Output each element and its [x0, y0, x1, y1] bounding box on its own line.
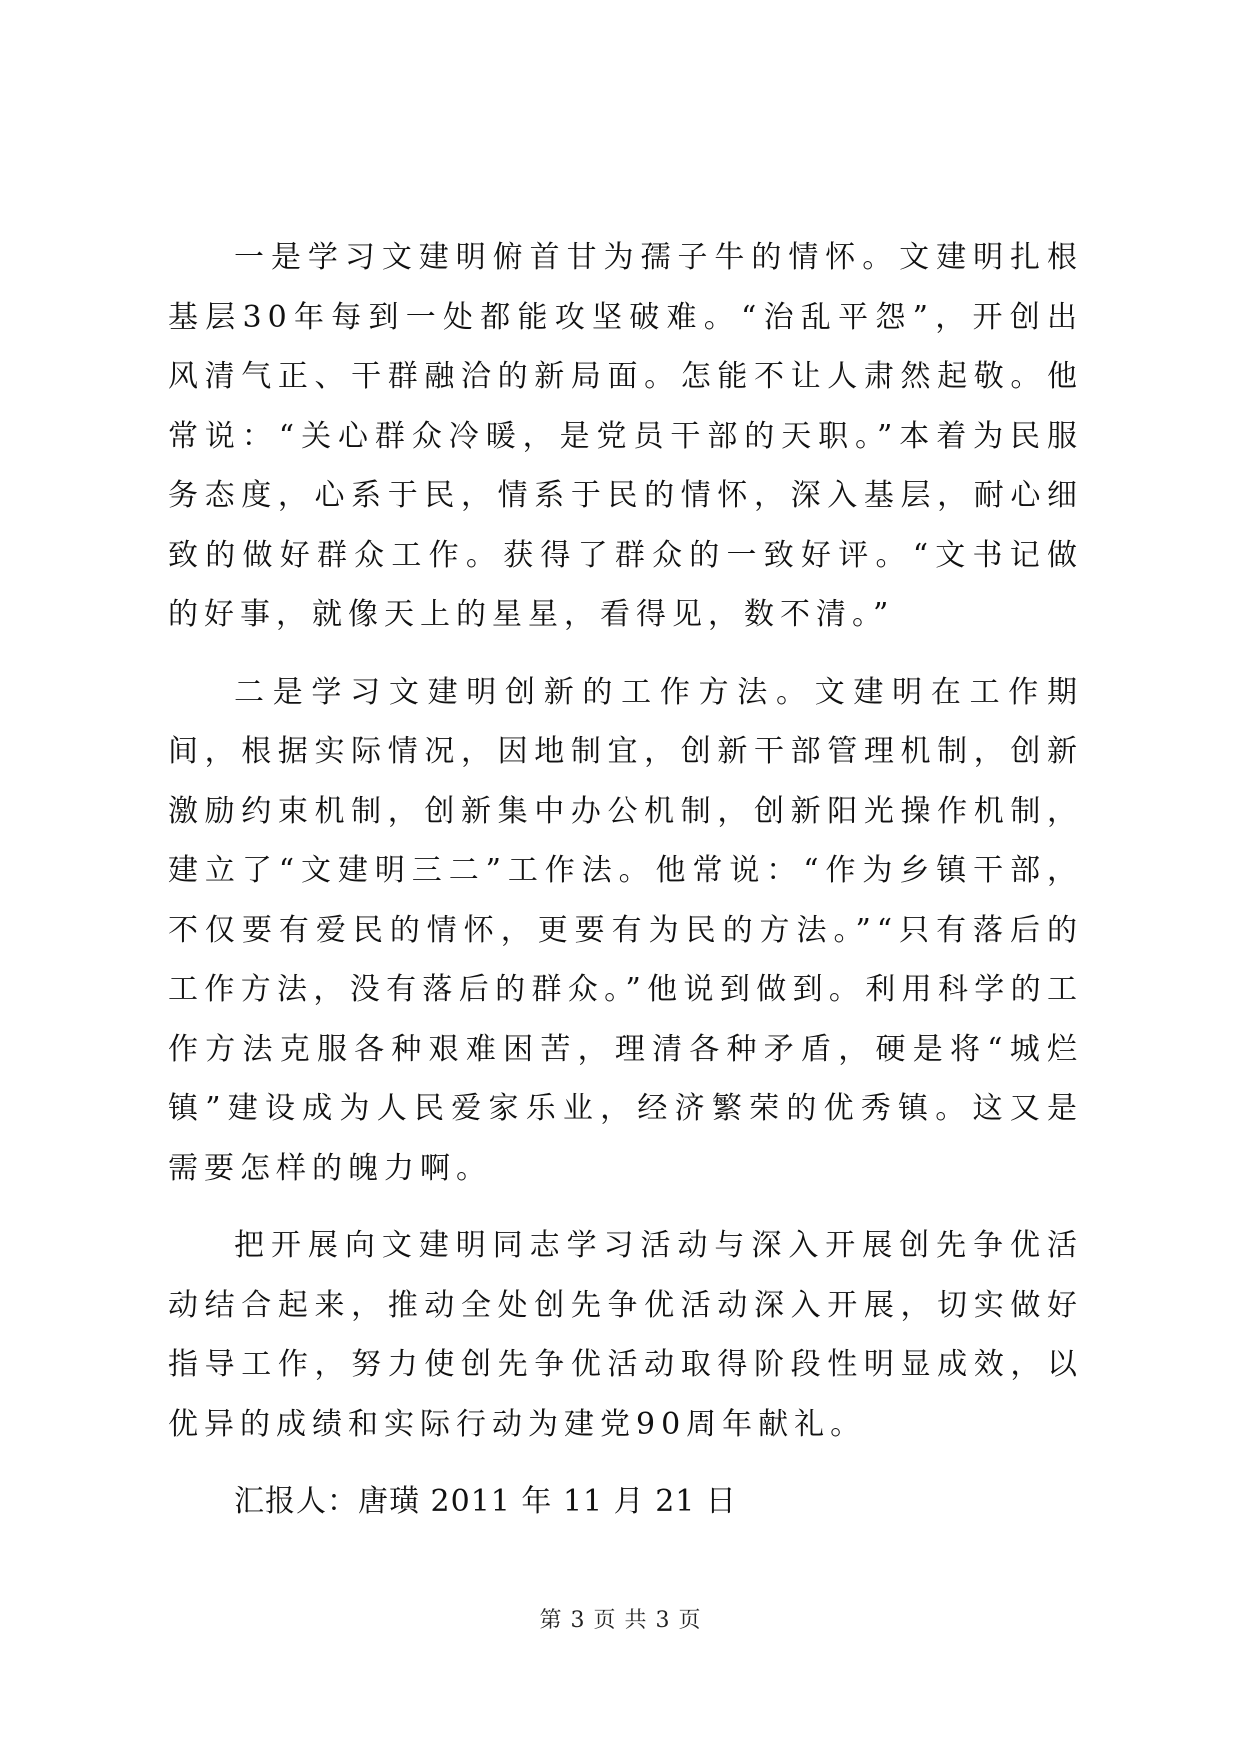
- paragraph-2: 二是学习文建明创新的工作方法。文建明在工作期间，根据实际情况，因地制宜，创新干部管理机制，创新激励约束机制，创新集中办公机制，创新阳光操作机制，建立了“文建明三二”工作法。他常说：“作为乡镇干部，不仅要有爱民的情怀，更要有为民的方法。”“只有落后的工作方法，没有落后的群众。”他说到做到。利用科学的工作方法克服各种艰难困苦，理清各种矛盾，硬是将“城烂镇”建设成为人民爱家乐业，经济繁荣的优秀镇。这又是需要怎样的魄力啊。: [168, 674, 1083, 1186]
- signature-line: 汇报人：唐璜 2011 年 11 月 21 日: [234, 1484, 737, 1519]
- document-body: [168, 228, 1083, 1532]
- page-footer: 第 3 页 共 3 页: [539, 1608, 702, 1633]
- paragraph-1: 一是学习文建明俯首甘为孺子牛的情怀。文建明扎根基层30年每到一处都能攻坚破难。“治乱平怨”，开创出风清气正、干群融洽的新局面。怎能不让人肃然起敬。他常说：“关心群众冷暖，是党员干部的天职。”本着为民服务态度，心系于民，情系于民的情怀，深入基层，耐心细致的做好群众工作。获得了群众的一致好评。“文书记做的好事，就像天上的星星，看得见，数不清。”: [168, 240, 1083, 632]
- paragraph-3: 把开展向文建明同志学习活动与深入开展创先争优活动结合起来，推动全处创先争优活动深入开展，切实做好指导工作，努力使创先争优活动取得阶段性明显成效，以优异的成绩和实际行动为建党90周年献礼。: [168, 1228, 1083, 1442]
